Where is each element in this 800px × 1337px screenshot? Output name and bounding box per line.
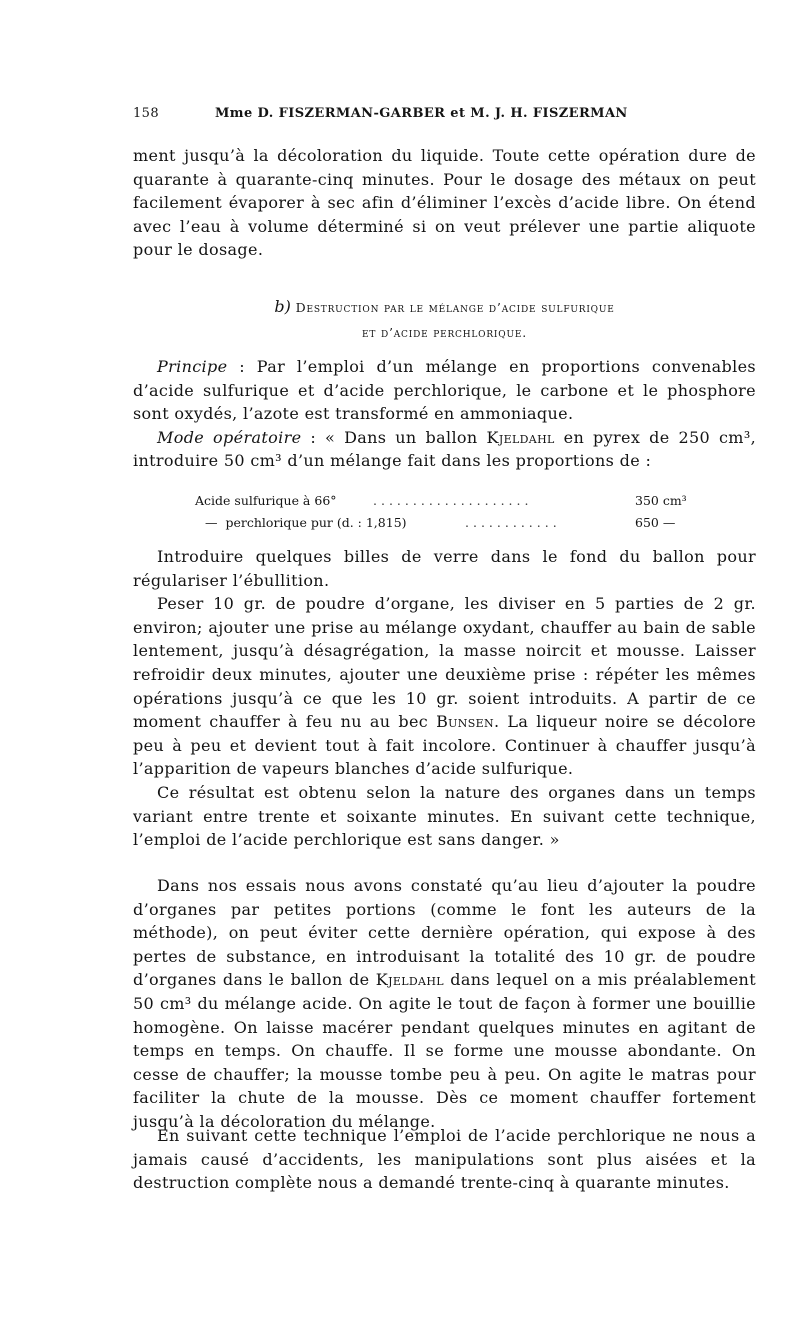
continued-paragraph: [133, 144, 756, 262]
mode-label: Mode opératoire: [157, 427, 302, 447]
formula-value: 350 cm³: [635, 493, 687, 508]
mode-paragraph: [133, 426, 756, 473]
formula-value: 650 —: [635, 515, 676, 530]
paragraph-text: dans lequel on a mis préalablement 50 cm³ du mélange acide. On agite le tout de façon à former une bouillie homogène. On laisse macérer pendant quelques minutes en agitant de temps en temps. On chauffe. Il se forme une mousse abondante. On cesse de chauffer; la mousse tombe peu à peu. On agite le matras pour faciliter la chute de la mousse. Dès ce moment chauffer fortement jusqu’à la décoloration du mélange.: [133, 970, 756, 1131]
section-title-line2: et d’acide perchlorique.: [362, 325, 527, 340]
principe-paragraph: [133, 355, 756, 426]
formula-row: [195, 490, 690, 512]
principe-label: Principe: [157, 357, 228, 376]
formula-label: perchlorique pur (d. : 1,815): [225, 515, 407, 530]
paragraph-text: . La liqueur noire se décolore peu à peu et devient tout à fait incolore. Continuer à chauffer jusqu’à l’apparition de vapeurs blanches d’acide sulfurique.: [133, 712, 757, 779]
ditto-dash: —: [205, 515, 218, 530]
mode-text-after: en pyrex de 250 cm³, introduire 50 cm³ d’un mélange fait dans les proportions de :: [133, 427, 757, 471]
kjeldahl-name: Kjeldahl: [486, 427, 555, 447]
leader-dots: ............: [465, 515, 561, 530]
paragraph-weighing: [133, 592, 756, 781]
reagent-proportions: [195, 490, 690, 534]
section-title-line1: Destruction par le mélange d’acide sulfurique: [295, 300, 615, 315]
paragraph-text: ment jusqu’à la décoloration du liquide. Toute cette opération dure de quarante à quarante-cinq minutes. Pour le dosage des métaux on peut facilement évaporer à sec afin d’éliminer l’excès d’acide libre. On étend avec l’eau à volume déterminé si on veut prélever une partie aliquote pour le dosage.: [133, 146, 756, 260]
paragraph-text: En suivant cette technique l’emploi de l’acide perchlorique ne nous a jamais causé d’accidents, les manipulations sont plus aisées et la destruction complète nous a demandé trente-cinq à quarante minutes.: [133, 1126, 756, 1193]
formula-row: [195, 512, 690, 534]
mode-text-before: : « Dans un ballon: [310, 427, 478, 447]
paragraph-text: Dans nos essais nous avons constaté qu’au lieu d’ajouter la poudre d’organes par petites portions (comme le font les auteurs de la méthode), on peut éviter cette dernière opération, qui expose à des pertes de substance, en introduisant la totalité des 10 gr. de poudre d’organes dans le ballon de: [133, 876, 756, 990]
kjeldahl-name: Kjeldahl: [375, 970, 444, 990]
paragraph-text: Peser 10 gr. de poudre d’organe, les diviser en 5 parties de 2 gr. environ; ajouter une prise au mélange oxydant, chauffer au bain de sable lentement, jusqu’à désagrégation, la masse noircit et mousse. Laisser refroidir deux minutes, ajouter une deuxième prise : répéter les mêmes opérations jusqu’à ce que les 10 gr. soient introduits. A partir de ce moment chauffer à feu nu au bec: [133, 594, 756, 732]
conclusion-paragraph: [133, 1124, 756, 1195]
paragraph-observations: [133, 874, 756, 1134]
section-heading-line1: [133, 294, 756, 320]
formula-label: Acide sulfurique à 66°: [195, 493, 337, 508]
paragraph-text: Introduire quelques billes de verre dans le fond du ballon pour régulariser l’ébullition.: [133, 547, 756, 590]
page-number: 158: [133, 106, 160, 121]
paragraph-text: Ce résultat est obtenu selon la nature des organes dans un temps variant entre trente et soixante minutes. En suivant cette technique, l’emploi de l’acide perchlorique est sans danger. »: [133, 782, 756, 850]
method-description: [133, 355, 756, 473]
principe-text: : Par l’emploi d’un mélange en proportions convenables d’acide sulfurique et d’acide perchlorique, le carbone et le phosphore sont oxydés, l’azote est transformé en ammoniaque.: [133, 357, 756, 424]
leader-dots: ....................: [373, 493, 533, 508]
running-header-authors: Mme D. FISZERMAN-GARBER et M. J. H. FISZERMAN: [215, 106, 628, 121]
formula-label-group: [205, 512, 407, 534]
procedure-paragraphs: [133, 545, 756, 852]
section-label: b): [274, 297, 291, 316]
observations-paragraph: [133, 874, 756, 1134]
section-heading: [133, 294, 756, 345]
bunsen-name: Bunsen: [436, 712, 495, 732]
